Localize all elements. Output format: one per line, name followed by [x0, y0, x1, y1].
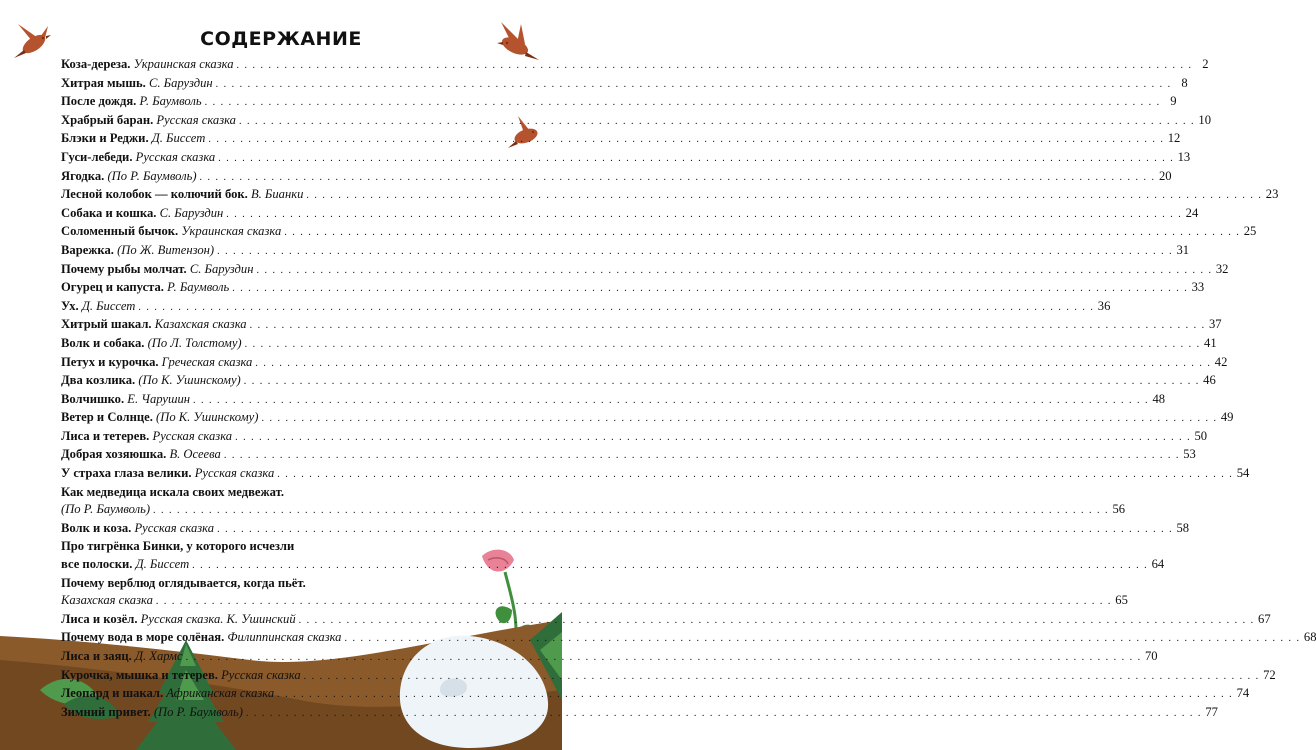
toc-text [61, 465, 274, 483]
toc-title: Ягодка. [61, 168, 105, 183]
dot-leader: . . . . . . . . . . . . . . . . . . . . . . . . . . . . . . . . . . . . . . . . . . . . . . . . . . . . . . . . . . . . . . . . . . . . . . . . . . . . . . . . . . . . . . . . . . . . . . . . . . . . . . . . . . . . . . . . . . . . . . . . [208, 134, 1165, 146]
toc-title: Ух. [61, 298, 79, 313]
toc-line [61, 56, 1209, 75]
page-number: 32 [1215, 261, 1229, 276]
toc-entry [61, 279, 1205, 298]
toc-text [61, 75, 213, 93]
toc-text [61, 556, 189, 574]
toc-entry [61, 391, 1166, 410]
toc-author: (По Р. Баумволь) [153, 704, 243, 719]
toc-author: В. Бианки [250, 187, 304, 202]
toc-line [61, 223, 1257, 242]
toc-text [61, 335, 242, 353]
toc-author: С. Баруздин [159, 205, 224, 220]
toc-title: Леопард и шакал. [61, 686, 164, 701]
dot-leader: . . . . . . . . . . . . . . . . . . . . . . . . . . . . . . . . . . . . . . . . . . . . . . . . . . . . . . . . . . . . . . . . . . . . . . . . . . . . . . . . . . . . . . . . . . . . . . . . . . . . . . . . . . . . . . . . . . . . . . . . [238, 115, 1195, 127]
toc-author: (По К. Ушинскому) [156, 410, 259, 425]
toc-entry [61, 538, 1165, 574]
toc-line [61, 112, 1211, 131]
toc-text [61, 520, 214, 538]
page-number: 56 [1112, 502, 1126, 517]
dot-leader: . . . . . . . . . . . . . . . . . . . . . . . . . . . . . . . . . . . . . . . . . . . . . . . . . . . . . . . . . . . . . . . . . . . . . . . . . . . . . . . . . . . . . . . . . . . . . . . . . . . . . . . . . . . . . . . . . . . . . . . . [303, 670, 1260, 682]
toc-author: Русская сказка [194, 466, 275, 481]
dot-leader: . . . . . . . . . . . . . . . . . . . . . . . . . . . . . . . . . . . . . . . . . . . . . . . . . . . . . . . . . . . . . . . . . . . . . . . . . . . . . . . . . . . . . . . . . . . . . . . . . . . . . . . . . . . . . . . . . . . . . . . . [138, 301, 1095, 313]
toc-author: Д. Хармс [134, 649, 183, 663]
toc-title: Соломенный бычок. [61, 224, 179, 239]
dot-leader: . . . . . . . . . . . . . . . . . . . . . . . . . . . . . . . . . . . . . . . . . . . . . . . . . . . . . . . . . . . . . . . . . . . . . . . . . . . . . . . . . . . . . . . . . . . . . . . . . . . . . . . . . . . . . . . . . . . . . . . . [155, 596, 1112, 608]
toc-entry [61, 372, 1216, 391]
toc-author: Африканская сказка [166, 686, 275, 701]
toc-entry [61, 629, 1316, 648]
page-number: 8 [1181, 75, 1188, 90]
toc-entry [61, 335, 1217, 354]
page-number: 36 [1097, 298, 1111, 313]
toc-text [61, 501, 150, 519]
toc-text [61, 205, 223, 223]
toc-line [61, 428, 1208, 447]
toc-title: Гуси-лебеди. [61, 149, 133, 164]
toc-title: У страха глаза велики. [61, 466, 192, 481]
toc-text [61, 592, 153, 610]
dot-leader: . . . . . . . . . . . . . . . . . . . . . . . . . . . . . . . . . . . . . . . . . . . . . . . . . . . . . . . . . . . . . . . . . . . . . . . . . . . . . . . . . . . . . . . . . . . . . . . . . . . . . . . . . . . . . . . . . . . . . . . . [204, 97, 1161, 109]
table-of-contents [61, 56, 1316, 722]
dot-leader: . . . . . . . . . . . . . . . . . . . . . . . . . . . . . . . . . . . . . . . . . . . . . . . . . . . . . . . . . . . . . . . . . . . . . . . . . . . . . . . . . . . . . . . . . . . . . . . . . . . . . . . . . . . . . . . . . . . . . . . . [236, 60, 1193, 71]
toc-title: Лесной колобок — колючий бок. [61, 187, 248, 202]
toc-title: Храбрый баран. [61, 112, 154, 127]
toc-text [61, 446, 221, 464]
toc-entry [61, 168, 1172, 187]
toc-entry [61, 409, 1234, 428]
toc-line [61, 704, 1218, 723]
toc-title: все полоски. [61, 557, 133, 572]
toc-entry [61, 685, 1250, 704]
toc-author: В. Осеева [169, 447, 221, 462]
toc-line [61, 611, 1271, 630]
toc-entry [61, 667, 1276, 686]
dot-leader: . . . . . . . . . . . . . . . . . . . . . . . . . . . . . . . . . . . . . . . . . . . . . . . . . . . . . . . . . . . . . . . . . . . . . . . . . . . . . . . . . . . . . . . . . . . . . . . . . . . . . . . . . . . . . . . . . . . . . . . . [284, 227, 1241, 239]
toc-line [61, 484, 458, 502]
toc-author: (По Р. Баумволь) [107, 168, 197, 183]
page-number: 13 [1177, 149, 1191, 164]
toc-title: Хитрая мышь. [61, 75, 146, 90]
toc-author: Казахская сказка [61, 593, 153, 608]
toc-line [61, 556, 1165, 575]
toc-text [61, 316, 247, 334]
toc-entry [61, 704, 1218, 723]
page-number: 20 [1158, 168, 1172, 183]
toc-title: Два козлика. [61, 373, 136, 388]
toc-text [61, 409, 258, 427]
toc-title: Блэки и Реджи. [61, 131, 149, 146]
page-number: 72 [1263, 667, 1276, 682]
toc-text [61, 629, 341, 647]
page-number: 25 [1243, 224, 1257, 239]
toc-author: Русская сказка [156, 112, 236, 127]
toc-text [61, 648, 183, 666]
toc-author: Русская сказка [152, 428, 233, 443]
toc-author: (По К. Ушинскому) [138, 373, 241, 388]
toc-author: Казахская сказка [154, 317, 247, 332]
toc-text [61, 704, 243, 722]
dot-leader: . . . . . . . . . . . . . . . . . . . . . . . . . . . . . . . . . . . . . . . . . . . . . . . . . . . . . . . . . . . . . . . . . . . . . . . . . . . . . . . . . . . . . . . . . . . . . . . . . . . . . . . . . . . . . . . . . . . . . . . . [245, 707, 1202, 719]
page-number: 48 [1152, 391, 1166, 406]
toc-title: Огурец и капуста. [61, 280, 164, 295]
toc-title: После дождя. [61, 94, 137, 109]
dot-leader: . . . . . . . . . . . . . . . . . . . . . . . . . . . . . . . . . . . . . . . . . . . . . . . . . . . . . . . . . . . . . . . . . . . . . . . . . . . . . . . . . . . . . . . . . . . . . . . . . . . . . . . . . . . . . . . . . . . . . . . . [306, 190, 1263, 202]
toc-line [61, 501, 1126, 520]
toc-title: Петух и курочка. [61, 354, 159, 369]
toc-title: Лиса и заяц. [61, 649, 132, 663]
toc-entry [61, 223, 1257, 242]
toc-entry [61, 93, 1177, 112]
toc-author: Р. Баумволь [167, 280, 230, 295]
toc-text [61, 56, 234, 74]
toc-entry [61, 446, 1196, 465]
toc-entry [61, 149, 1191, 168]
dot-leader: . . . . . . . . . . . . . . . . . . . . . . . . . . . . . . . . . . . . . . . . . . . . . . . . . . . . . . . . . . . . . . . . . . . . . . . . . . . . . . . . . . . . . . . . . . . . . . . . . . . . . . . . . . . . . . . . . . . . . . . . [344, 633, 1301, 645]
dot-leader: . . . . . . . . . . . . . . . . . . . . . . . . . . . . . . . . . . . . . . . . . . . . . . . . . . . . . . . . . . . . . . . . . . . . . . . . . . . . . . . . . . . . . . . . . . . . . . . . . . . . . . . . . . . . . . . . . . . . . . . . [217, 523, 1174, 535]
page-number: 68 [1303, 630, 1316, 645]
toc-title: Почему рыбы молчат. [61, 261, 187, 276]
toc-entry [61, 242, 1190, 261]
page-number: 64 [1151, 557, 1165, 572]
toc-title: Волчишко. [61, 391, 125, 406]
page-number: 33 [1191, 280, 1205, 295]
toc-line [61, 205, 1199, 224]
toc-line [61, 465, 1250, 484]
toc-line [61, 130, 1181, 149]
toc-author: С. Баруздин [189, 261, 254, 276]
page-number: 49 [1220, 410, 1234, 425]
toc-author: Русская сказка [221, 667, 301, 682]
page-number: 23 [1265, 187, 1279, 202]
toc-title: Как медведица искала своих медвежат. [61, 484, 284, 499]
dot-leader: . . . . . . . . . . . . . . . . . . . . . . . . . . . . . . . . . . . . . . . . . . . . . . . . . . . . . . . . . . . . . . . . . . . . . . . . . . . . . . . . . . . . . . . . . . . . . . . . . . . . . . . . . . . . . . . . . . . . . . . . [226, 208, 1183, 220]
toc-text [61, 667, 301, 685]
page-number: 77 [1205, 704, 1218, 719]
page-number: 53 [1183, 447, 1196, 462]
toc-author: Д. Биссет [151, 131, 206, 146]
toc-author: Русская сказка [135, 149, 216, 164]
toc-entry [61, 75, 1188, 94]
toc-author: Украинская сказка [181, 224, 282, 239]
toc-text [61, 130, 205, 148]
toc-text [61, 354, 252, 372]
toc-title: Лиса и тетерев. [61, 428, 150, 443]
toc-author: Русская сказка. К. Ушинский [140, 611, 296, 626]
toc-author: Д. Биссет [81, 298, 136, 313]
toc-author: Русская сказка [134, 520, 215, 535]
dot-leader: . . . . . . . . . . . . . . . . . . . . . . . . . . . . . . . . . . . . . . . . . . . . . . . . . . . . . . . . . . . . . . . . . . . . . . . . . . . . . . . . . . . . . . . . . . . . . . . . . . . . . . . . . . . . . . . . . . . . . . . . [223, 450, 1180, 462]
toc-title: Про тигрёнка Бинки, у которого исчезли [61, 539, 295, 554]
toc-title: Волк и коза. [61, 520, 132, 535]
page-number: 50 [1194, 428, 1208, 443]
page-number: 9 [1170, 94, 1177, 109]
dot-leader: . . . . . . . . . . . . . . . . . . . . . . . . . . . . . . . . . . . . . . . . . . . . . . . . . . . . . . . . . . . . . . . . . . . . . . . . . . . . . . . . . . . . . . . . . . . . . . . . . . . . . . . . . . . . . . . . . . . . . . . . [217, 245, 1174, 257]
toc-entry [61, 611, 1271, 630]
toc-entry [61, 112, 1211, 131]
toc-text [61, 391, 190, 409]
toc-entry [61, 575, 1128, 611]
toc-title: Курочка, мышка и тетерев. [61, 667, 218, 682]
dot-leader: . . . . . . . . . . . . . . . . . . . . . . . . . . . . . . . . . . . . . . . . . . . . . . . . . . . . . . . . . . . . . . . . . . . . . . . . . . . . . . . . . . . . . . . . . . . . . . . . . . . . . . . . . . . . . . . . . . . . . . . . [199, 171, 1156, 183]
page-number: 42 [1214, 354, 1228, 369]
dot-leader: . . . . . . . . . . . . . . . . . . . . . . . . . . . . . . . . . . . . . . . . . . . . . . . . . . . . . . . . . . . . . . . . . . . . . . . . . . . . . . . . . . . . . . . . . . . . . . . . . . . . . . . . . . . . . . . . . . . . . . . . [255, 357, 1212, 369]
page-number: 10 [1198, 112, 1211, 127]
toc-text [61, 428, 232, 446]
toc-text [61, 223, 281, 241]
page-title: СОДЕРЖАНИЕ [200, 28, 362, 50]
toc-text [61, 112, 236, 130]
toc-text [61, 538, 294, 556]
toc-author: Филиппинская сказка [227, 630, 342, 645]
page-number: 65 [1115, 593, 1128, 608]
toc-author: (По Л. Толстому) [147, 335, 242, 350]
page-number: 58 [1176, 520, 1190, 535]
toc-line [61, 575, 458, 593]
toc-entry [61, 56, 1209, 75]
page-number: 24 [1185, 205, 1199, 220]
page-number: 46 [1203, 373, 1216, 388]
toc-line [61, 520, 1190, 539]
toc-line [61, 391, 1166, 410]
toc-entry [61, 354, 1228, 373]
page-number: 37 [1209, 317, 1222, 332]
toc-text [61, 685, 274, 703]
toc-entry [61, 205, 1199, 224]
toc-line [61, 279, 1205, 298]
toc-line [61, 354, 1228, 373]
dot-leader: . . . . . . . . . . . . . . . . . . . . . . . . . . . . . . . . . . . . . . . . . . . . . . . . . . . . . . . . . . . . . . . . . . . . . . . . . . . . . . . . . . . . . . . . . . . . . . . . . . . . . . . . . . . . . . . . . . . . . . . . [298, 614, 1255, 626]
toc-text [61, 372, 241, 390]
toc-text [61, 261, 253, 279]
page-number: 2 [1202, 57, 1209, 71]
page-number: 70 [1144, 649, 1158, 663]
toc-entry [61, 428, 1208, 447]
toc-text [61, 93, 202, 111]
toc-entry [61, 130, 1181, 149]
toc-title: Варежка. [61, 242, 114, 257]
dot-leader: . . . . . . . . . . . . . . . . . . . . . . . . . . . . . . . . . . . . . . . . . . . . . . . . . . . . . . . . . . . . . . . . . . . . . . . . . . . . . . . . . . . . . . . . . . . . . . . . . . . . . . . . . . . . . . . . . . . . . . . . [235, 431, 1192, 443]
toc-title: Хитрый шакал. [61, 317, 152, 332]
toc-text [61, 484, 284, 502]
toc-line [61, 149, 1191, 168]
toc-title: Почему вода в море солёная. [61, 630, 225, 645]
toc-entry [61, 186, 1279, 205]
toc-text [61, 186, 303, 204]
toc-entry [61, 261, 1229, 280]
toc-line [61, 409, 1234, 428]
toc-line [61, 298, 1111, 317]
dot-leader: . . . . . . . . . . . . . . . . . . . . . . . . . . . . . . . . . . . . . . . . . . . . . . . . . . . . . . . . . . . . . . . . . . . . . . . . . . . . . . . . . . . . . . . . . . . . . . . . . . . . . . . . . . . . . . . . . . . . . . . . [244, 338, 1201, 350]
dot-leader: . . . . . . . . . . . . . . . . . . . . . . . . . . . . . . . . . . . . . . . . . . . . . . . . . . . . . . . . . . . . . . . . . . . . . . . . . . . . . . . . . . . . . . . . . . . . . . . . . . . . . . . . . . . . . . . . . . . . . . . . [261, 413, 1218, 425]
page-number: 31 [1176, 242, 1190, 257]
toc-entry [61, 316, 1222, 335]
toc-line [61, 242, 1190, 261]
toc-author: Е. Чарушин [127, 391, 191, 406]
page-number: 67 [1258, 611, 1271, 626]
toc-author: Р. Баумволь [139, 94, 202, 109]
toc-entry [61, 520, 1190, 539]
toc-author: С. Баруздин [148, 75, 213, 90]
page-number: 12 [1167, 131, 1181, 146]
toc-line [61, 685, 1250, 704]
toc-entry [61, 298, 1111, 317]
dot-leader: . . . . . . . . . . . . . . . . . . . . . . . . . . . . . . . . . . . . . . . . . . . . . . . . . . . . . . . . . . . . . . . . . . . . . . . . . . . . . . . . . . . . . . . . . . . . . . . . . . . . . . . . . . . . . . . . . . . . . . . . [277, 689, 1234, 701]
toc-line [61, 168, 1172, 187]
toc-title: Волк и собака. [61, 335, 145, 350]
toc-line [61, 261, 1229, 280]
toc-line [61, 592, 1128, 611]
toc-line [61, 648, 1158, 667]
dot-leader: . . . . . . . . . . . . . . . . . . . . . . . . . . . . . . . . . . . . . . . . . . . . . . . . . . . . . . . . . . . . . . . . . . . . . . . . . . . . . . . . . . . . . . . . . . . . . . . . . . . . . . . . . . . . . . . . . . . . . . . . [193, 394, 1150, 406]
toc-line [61, 667, 1276, 686]
dot-leader: . . . . . . . . . . . . . . . . . . . . . . . . . . . . . . . . . . . . . . . . . . . . . . . . . . . . . . . . . . . . . . . . . . . . . . . . . . . . . . . . . . . . . . . . . . . . . . . . . . . . . . . . . . . . . . . . . . . . . . . . [249, 320, 1206, 332]
toc-text [61, 575, 306, 593]
toc-text [61, 279, 229, 297]
toc-title: Собака и кошка. [61, 205, 157, 220]
toc-author: Украинская сказка [133, 57, 234, 71]
dot-leader: . . . . . . . . . . . . . . . . . . . . . . . . . . . . . . . . . . . . . . . . . . . . . . . . . . . . . . . . . . . . . . . . . . . . . . . . . . . . . . . . . . . . . . . . . . . . . . . . . . . . . . . . . . . . . . . . . . . . . . . . [256, 264, 1213, 276]
page-number: 54 [1236, 466, 1250, 481]
toc-entry [61, 648, 1158, 667]
page-number: 41 [1204, 335, 1217, 350]
dot-leader: . . . . . . . . . . . . . . . . . . . . . . . . . . . . . . . . . . . . . . . . . . . . . . . . . . . . . . . . . . . . . . . . . . . . . . . . . . . . . . . . . . . . . . . . . . . . . . . . . . . . . . . . . . . . . . . . . . . . . . . . [215, 78, 1172, 90]
toc-line [61, 186, 1279, 205]
dot-leader: . . . . . . . . . . . . . . . . . . . . . . . . . . . . . . . . . . . . . . . . . . . . . . . . . . . . . . . . . . . . . . . . . . . . . . . . . . . . . . . . . . . . . . . . . . . . . . . . . . . . . . . . . . . . . . . . . . . . . . . . [192, 560, 1149, 572]
toc-author: Д. Биссет [135, 557, 190, 572]
dot-leader: . . . . . . . . . . . . . . . . . . . . . . . . . . . . . . . . . . . . . . . . . . . . . . . . . . . . . . . . . . . . . . . . . . . . . . . . . . . . . . . . . . . . . . . . . . . . . . . . . . . . . . . . . . . . . . . . . . . . . . . . [185, 652, 1142, 663]
toc-title: Ветер и Солнце. [61, 410, 153, 425]
dot-leader: . . . . . . . . . . . . . . . . . . . . . . . . . . . . . . . . . . . . . . . . . . . . . . . . . . . . . . . . . . . . . . . . . . . . . . . . . . . . . . . . . . . . . . . . . . . . . . . . . . . . . . . . . . . . . . . . . . . . . . . . [277, 469, 1234, 481]
toc-line [61, 538, 458, 556]
toc-line [61, 93, 1177, 112]
toc-text [61, 242, 214, 260]
page-number: 74 [1236, 686, 1250, 701]
toc-author: Греческая сказка [161, 354, 253, 369]
dot-leader: . . . . . . . . . . . . . . . . . . . . . . . . . . . . . . . . . . . . . . . . . . . . . . . . . . . . . . . . . . . . . . . . . . . . . . . . . . . . . . . . . . . . . . . . . . . . . . . . . . . . . . . . . . . . . . . . . . . . . . . . [232, 283, 1189, 295]
toc-text [61, 168, 197, 186]
toc-title: Коза-дереза. [61, 57, 131, 71]
toc-entry [61, 465, 1250, 484]
toc-title: Лиса и козёл. [61, 611, 138, 626]
toc-text [61, 298, 135, 316]
toc-line [61, 446, 1196, 465]
toc-line [61, 335, 1217, 354]
dot-leader: . . . . . . . . . . . . . . . . . . . . . . . . . . . . . . . . . . . . . . . . . . . . . . . . . . . . . . . . . . . . . . . . . . . . . . . . . . . . . . . . . . . . . . . . . . . . . . . . . . . . . . . . . . . . . . . . . . . . . . . . [153, 505, 1110, 517]
toc-text [61, 611, 296, 629]
toc-line [61, 372, 1216, 391]
toc-title: Зимний привет. [61, 704, 151, 719]
toc-title: Почему верблюд оглядывается, когда пьёт. [61, 575, 306, 590]
dot-leader: . . . . . . . . . . . . . . . . . . . . . . . . . . . . . . . . . . . . . . . . . . . . . . . . . . . . . . . . . . . . . . . . . . . . . . . . . . . . . . . . . . . . . . . . . . . . . . . . . . . . . . . . . . . . . . . . . . . . . . . . [218, 152, 1175, 164]
toc-text [61, 149, 215, 167]
toc-title: Добрая хозяюшка. [61, 447, 167, 462]
toc-line [61, 75, 1188, 94]
toc-entry [61, 484, 1126, 520]
toc-line [61, 629, 1316, 648]
dot-leader: . . . . . . . . . . . . . . . . . . . . . . . . . . . . . . . . . . . . . . . . . . . . . . . . . . . . . . . . . . . . . . . . . . . . . . . . . . . . . . . . . . . . . . . . . . . . . . . . . . . . . . . . . . . . . . . . . . . . . . . . [243, 376, 1200, 388]
toc-line [61, 316, 1222, 335]
toc-author: (По Р. Баумволь) [61, 502, 151, 517]
toc-author: (По Ж. Витензон) [117, 242, 215, 257]
